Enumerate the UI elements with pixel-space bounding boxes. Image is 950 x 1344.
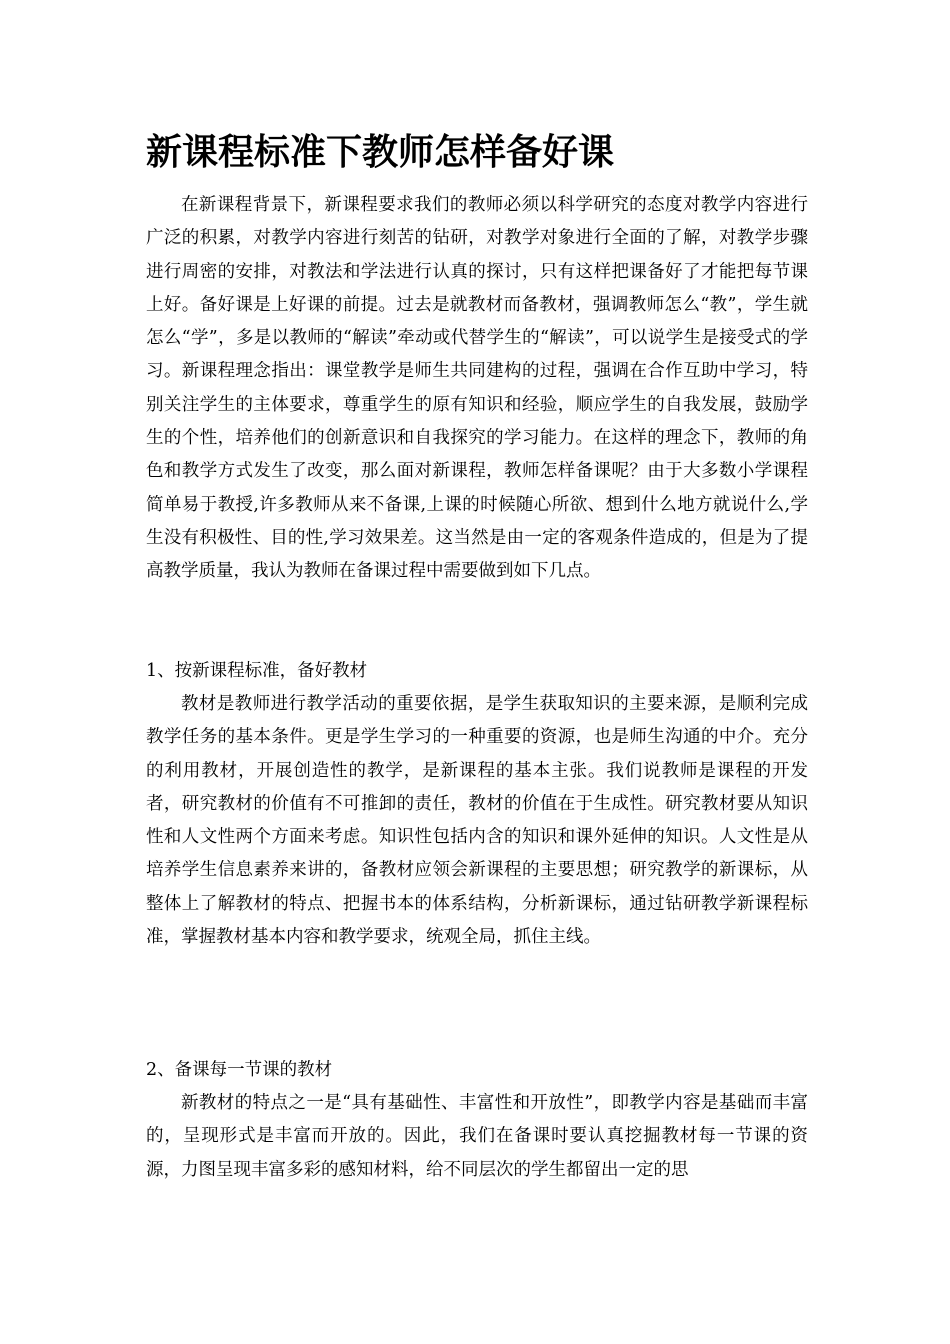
- section-paragraph-2: 新教材的特点之一是“具有基础性、丰富性和开放性”，即教学内容是基础而丰富的，呈现形式是丰富而开放的。因此，我们在备课时要认真挖掘教材每一节课的资源，力图呈现丰富多彩的感知材料，给不同层次的学生都留出一定的思: [146, 1093, 808, 1180]
- section-heading-2: 2、备课每一节课的教材: [146, 1060, 333, 1080]
- section-heading-1: 1、按新课程标准，备好教材: [146, 661, 368, 681]
- document-title: 新课程标准下教师怎样备好课: [146, 131, 615, 173]
- section-paragraph-1: 教材是教师进行教学活动的重要依据，是学生获取知识的主要来源，是顺利完成教学任务的基本条件。更是学生学习的一种重要的资源，也是师生沟通的中介。充分的利用教材，开展创造性的教学，是新课程的基本主张。我们说教师是课程的开发者，研究教材的价值有不可推卸的责任，教材的价值在于生成性。研究教材要从知识性和人文性两个方面来考虑。知识性包括内含的知识和课外延伸的知识。人文性是从培养学生信息素养来讲的，备教材应领会新课程的主要思想；研究教学的新课标，从整体上了解教材的特点、把握书本的体系结构，分析新课标，通过钻研教学新课程标准，掌握教材基本内容和教学要求，统观全局，抓住主线。: [146, 694, 808, 948]
- intro-paragraph: 在新课程背景下，新课程要求我们的教师必须以科学研究的态度对教学内容进行广泛的积累，对教学内容进行刻苦的钻研，对教学对象进行全面的了解，对教学步骤进行周密的安排，对教法和学法进行认真的探讨，只有这样把课备好了才能把每节课上好。备好课是上好课的前提。过去是就教材而备教材，强调教师怎么“教”，学生就怎么“学”，多是以教师的“解读”牵动或代替学生的“解读”，可以说学生是接受式的学习。新课程理念指出：课堂教学是师生共同建构的过程，强调在合作互助中学习，特别关注学生的主体要求，尊重学生的原有知识和经验，顺应学生的自我发展，鼓励学生的个性，培养他们的创新意识和自我探究的学习能力。在这样的理念下，教师的角色和教学方式发生了改变，那么面对新课程，教师怎样备课呢？由于大多数小学课程简单易于教授,许多教师从来不备课,上课的时候随心所欲、想到什么地方就说什么,学生没有积极性、目的性,学习效果差。这当然是由一定的客观条件造成的，但是为了提高教学质量，我认为教师在备课过程中需要做到如下几点。: [146, 195, 808, 582]
